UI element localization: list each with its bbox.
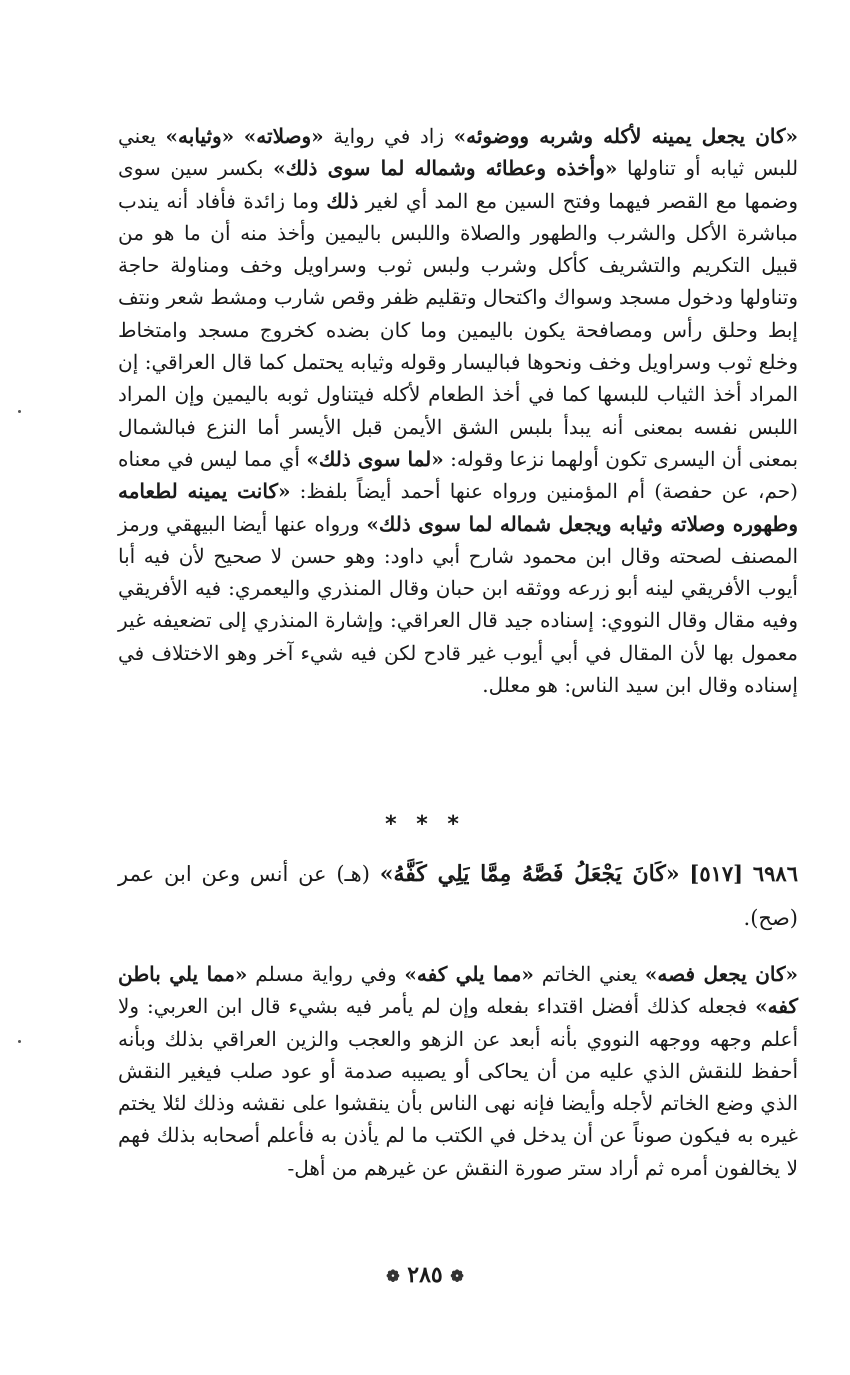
body-text: أي مما ليس في معناه (حم، عن حفصة) أم المؤمنين ورواه عنها أحمد أيضاً بلفظ: [118, 446, 798, 504]
entry-source: (هـ) عن أنس وعن ابن عمر (صح). [118, 862, 798, 930]
body-text: وما زائدة فأفاد أنه يندب مباشرة الأكل والشرب والطهور والصلاة واللبس باليمين وأخذ منه أن ما هو من قبيل التكريم والتشريف كأكل وشرب ولبس ثوب وسراويل وخف ومناولة حاجة وتناولها ودخول مسجد وسواك واكتحال وتقليم ظفر وقص شارب ومشط شعر ونتف إبط وحلق رأس ومصافحة يكون باليمين وما كان بضده كخروج مسجد وامتخاط وخلع ثوب وسراويل وخف ونحوها فباليسار وقوله وثيابه يحتمل كما قال العراقي: إن المراد أخذ الثياب للبسها كما في أخذ الطعام لأكله فيتناول ثوبه باليمين وإن المراد اللبس نفسه بمعنى أنه يبدأ بلبس الشق الأيمن قبل الأيسر أما النزع فبالشمال بمعنى أن اليسرى تكون أولهما نزعا وقوله: [118, 188, 799, 471]
page-number-text: ٢٨٥ [407, 1262, 443, 1288]
entry-number: ٦٩٨٦ [752, 861, 798, 886]
quoted-text: «وثيابه» [165, 124, 235, 148]
quoted-text: «كان يجعل فصه» [644, 962, 799, 986]
quoted-text: «كانت يمينه لطعامه وطهوره وصلاته وثيابه ويجعل شماله لما سوى ذلك» [118, 479, 798, 536]
left-margin-dot-lower [18, 1040, 21, 1043]
quoted-text: «وأخذه وعطائه وشماله لما سوى ذلك» [273, 156, 618, 181]
hadith-text: «كَانَ يَجْعَلُ فَصَّهُ مِمَّا يَلِي كَفَّهُ» [379, 861, 680, 887]
left-margin-dot [18, 410, 21, 413]
body-text: يعني الخاتم [541, 962, 638, 986]
page-number [0, 1262, 850, 1288]
entry-ref: [٥١٧] [689, 861, 744, 886]
ornament-icon: ❁ [450, 1266, 464, 1286]
quoted-text: «كان يجعل يمينه لأكله وشربه ووضوئه» [453, 124, 799, 148]
body-text: يعني للبس ثيابه أو تناولها [118, 124, 799, 181]
section-separator: * * * [385, 812, 465, 837]
body-text: فجعله كذلك أفضل اقتداء بفعله وإن لم يأمر فيه بشيء قال ابن العربي: ولا أعلم وجهه ووجهه النووي بأنه أبعد عن الزهو والعجب والزين العراقي بذلك وبأنه أحفظ للنقش الذي عليه من أن يحاكى أو يصيبه صدمة أو عود صلب فيغير النقش الذي وضع الخاتم لأجله وأيضا فإنه نهى الناس بأن ينقشوا على نقشه وذلك لئلا يختم غيره به فيكون صوناً عن أن يدخل في الكتب ما لم يأذن به فأعلم أصحابه بذلك فهم لا يخالفون أمره ثم أراد ستر صورة النقش عن غيرهم من أهل- [118, 994, 798, 1180]
ornament-icon: ❁ [386, 1266, 400, 1286]
body-text: وفي رواية مسلم [255, 962, 397, 986]
body-text: زاد في رواية [333, 124, 444, 148]
quoted-text: «مما يلي باطن كفه» [118, 962, 798, 1019]
body-text: ورواه عنها أيضا البيهقي ورمز المصنف لصحته وقال ابن محمود شارح أبي داود: وهو حسن لا صحيح لأن فيه أبا أيوب الأفريقي لينه أبو زرعه ووثقه ابن حبان وقال المنذري واليعمري: فيه الأفريقي وفيه مقال وقال النووي: إسناده جيد قال العراقي: وإشارة المنذري إلى تضعيفه غير معمول بها لأن المقال في أبي أيوب غير قادح لكن فيه شيء آخر وهو الاختلاف في إسناده وقال ابن سيد الناس: هو معلل. [118, 511, 798, 698]
quoted-text: «لما سوى ذلك» [306, 446, 444, 471]
body-text: بكسر سين سوى وضمها مع القصر فيهما وفتح السين مع المد أي لغير [118, 156, 799, 213]
commentary-paragraph-2 [118, 958, 798, 1184]
quoted-text: «مما يلي كفه» [404, 962, 534, 986]
quoted-text: ذلك [326, 188, 359, 213]
commentary-paragraph-1 [118, 120, 798, 701]
hadith-entry [118, 852, 798, 940]
quoted-text: «وصلاته» [243, 124, 324, 148]
